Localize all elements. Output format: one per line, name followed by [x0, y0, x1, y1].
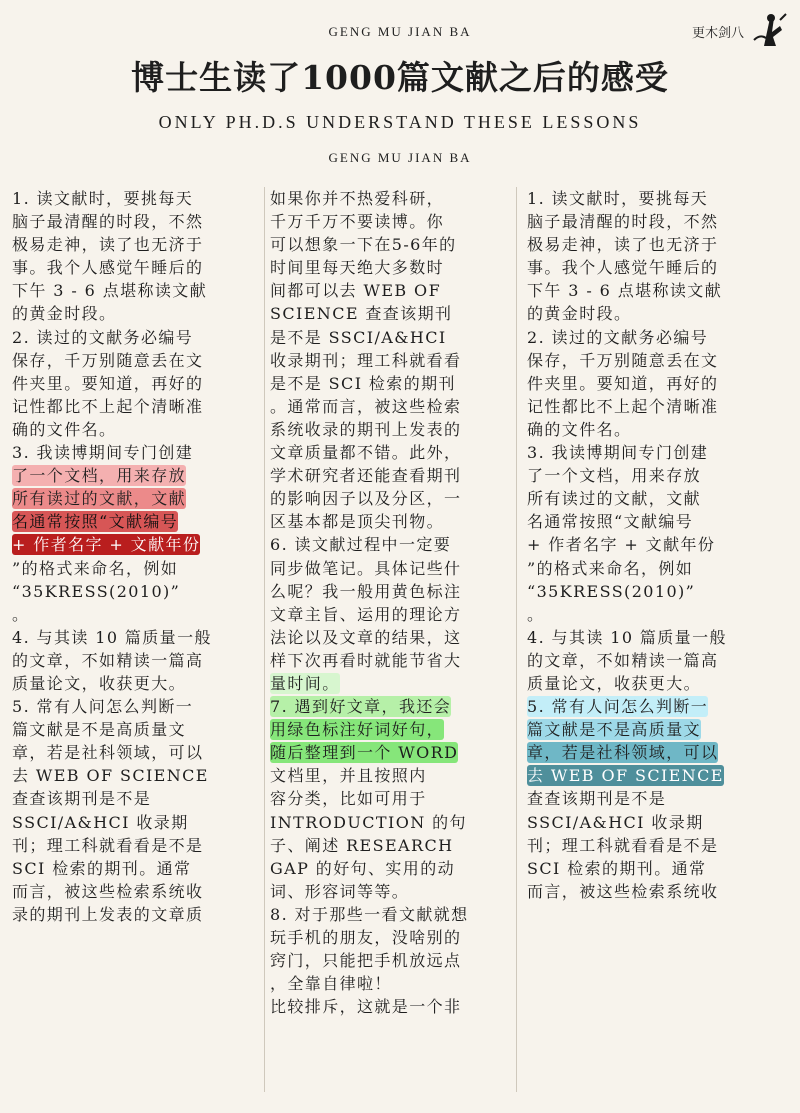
- corner-brand: [692, 12, 788, 50]
- highlight-green-4: 随后整理到一个 WORD: [270, 743, 459, 763]
- paragraph-text: 1. 读文献时，要挑每天 脑子最清醒的时段，不然 极易走神，读了也无济于 事。我个人感觉午睡后的 下午 3 - 6 点堪称读文献 的黄金时段。 2. 读过的文献务必编号 保存，千万别随意丢在文 件夹里。要知道，再好的 记性都比不上起个清晰准 确的文件名。 3. 我读博期间专门创建: [12, 189, 208, 463]
- highlight-red-3: 名通常按照“文献编号: [12, 512, 179, 532]
- paragraph-text: ”的格式来命名，例如 “35KRESS(2010)” 。 4. 与其读 10 篇质量一般 的文章，不如精读一篇高 质量论文，收获更大。 5. 常有人问怎么判断一 篇文献是不是高质量文 章，若是社科领域，可以 去 WEB OF SCIENCE 查查该期刊是不是 SSCI/A&HCI 收录期 刊；理工科就看看是不是 SCI 检索的期刊。通常 而言，被这些检索系统收 录的期刊上发表的文章质: [12, 558, 212, 924]
- page-title: 博士生读了1000篇文献之后的感受: [131, 58, 669, 97]
- text-column-right: [527, 187, 772, 1113]
- paragraph-text: 文档里，并且按照内 容分类，比如可用于 INTRODUCTION 的句 子、阐述 RESEARCH GAP 的好句、实用的动 词、形容词等等。 8. 对于那些一看文献就想 玩手机的朋友，没啥别的 窍门，只能把手机放远点 ，全靠自律啦！ 比较排斥，这就是一个非: [270, 766, 469, 1017]
- highlight-blue-1: 5. 常有人问怎么判断一: [527, 697, 709, 717]
- page-subtitle: ONLY PH.D.S UNDERSTAND THESE LESSONS: [158, 112, 642, 132]
- paragraph-text: 查查该期刊是不是 SSCI/A&HCI 收录期 刊；理工科就看看是不是 SCI 检索的期刊。通常 而言，被这些检索系统收: [527, 789, 719, 901]
- ink-figure-logo-icon: [750, 12, 788, 50]
- brand-top: GENG MU JIAN BA: [328, 24, 472, 39]
- column-divider: [264, 187, 265, 1092]
- highlight-red-4: + 作者名字 + 文献年份: [12, 535, 201, 555]
- highlight-green-1: 量时间。: [270, 673, 340, 693]
- highlight-blue-2: 篇文献是不是高质量文: [527, 720, 702, 740]
- corner-label: 更木剑八: [691, 25, 744, 41]
- text-column-middle: [270, 187, 508, 1113]
- highlight-green-3: 用绿色标注好词好句，: [270, 720, 445, 740]
- highlight-red-2: 所有读过的文献，文献: [12, 489, 187, 509]
- brand-sub: GENG MU JIAN BA: [328, 150, 472, 165]
- highlight-blue-3: 章，若是社科领域，可以: [527, 743, 719, 763]
- column-divider: [516, 187, 517, 1092]
- highlight-blue-4: 去 WEB OF SCIENCE: [527, 766, 724, 786]
- text-column-left: [12, 187, 262, 1113]
- highlight-green-2: 7. 遇到好文章，我还会: [270, 697, 452, 717]
- paragraph-text: 1. 读文献时，要挑每天 脑子最清醒的时段，不然 极易走神，读了也无济于 事。我个人感觉午睡后的 下午 3 - 6 点堪称读文献 的黄金时段。 2. 读过的文献务必编号 保存，千万别随意丢在文 件夹里。要知道，再好的 记性都比不上起个清晰准 确的文件名。 3. 我读博期间专门创建 了一个文档，用来存放 所有读过的文献，文献 名通常按照“文献编号 + 作者名字 + 文献年份 ”的格式来命名，例如 “35KRESS(2010)” 。 4. 与其读 10 篇质量一般 的文章，不如精读一篇高 质量论文，收获更大。: [527, 189, 727, 693]
- paragraph-text: 如果你并不热爱科研， 千万千万不要读博。你 可以想象一下在5-6年的 时间里每天绝大多数时 间都可以去 WEB OF SCIENCE 查查该期刊 是不是 SSCI/A&HCI 收录期刊；理工科就看看 是不是 SCI 检索的期刊 。通常而言，被这些检索 系统收录的期刊上发表的 文章质量都不错。此外， 学术研究者还能查看期刊 的影响因子以及分区，一 区基本都是顶尖刊物。 6. 读文献过程中一定要 同步做笔记。具体记些什 么呢？我一般用黄色标注 文章主旨、运用的理论方 法论以及文章的结果，这 样下次再看时就能节省大: [270, 189, 462, 670]
- highlight-red-1: 了一个文档，用来存放: [12, 466, 187, 486]
